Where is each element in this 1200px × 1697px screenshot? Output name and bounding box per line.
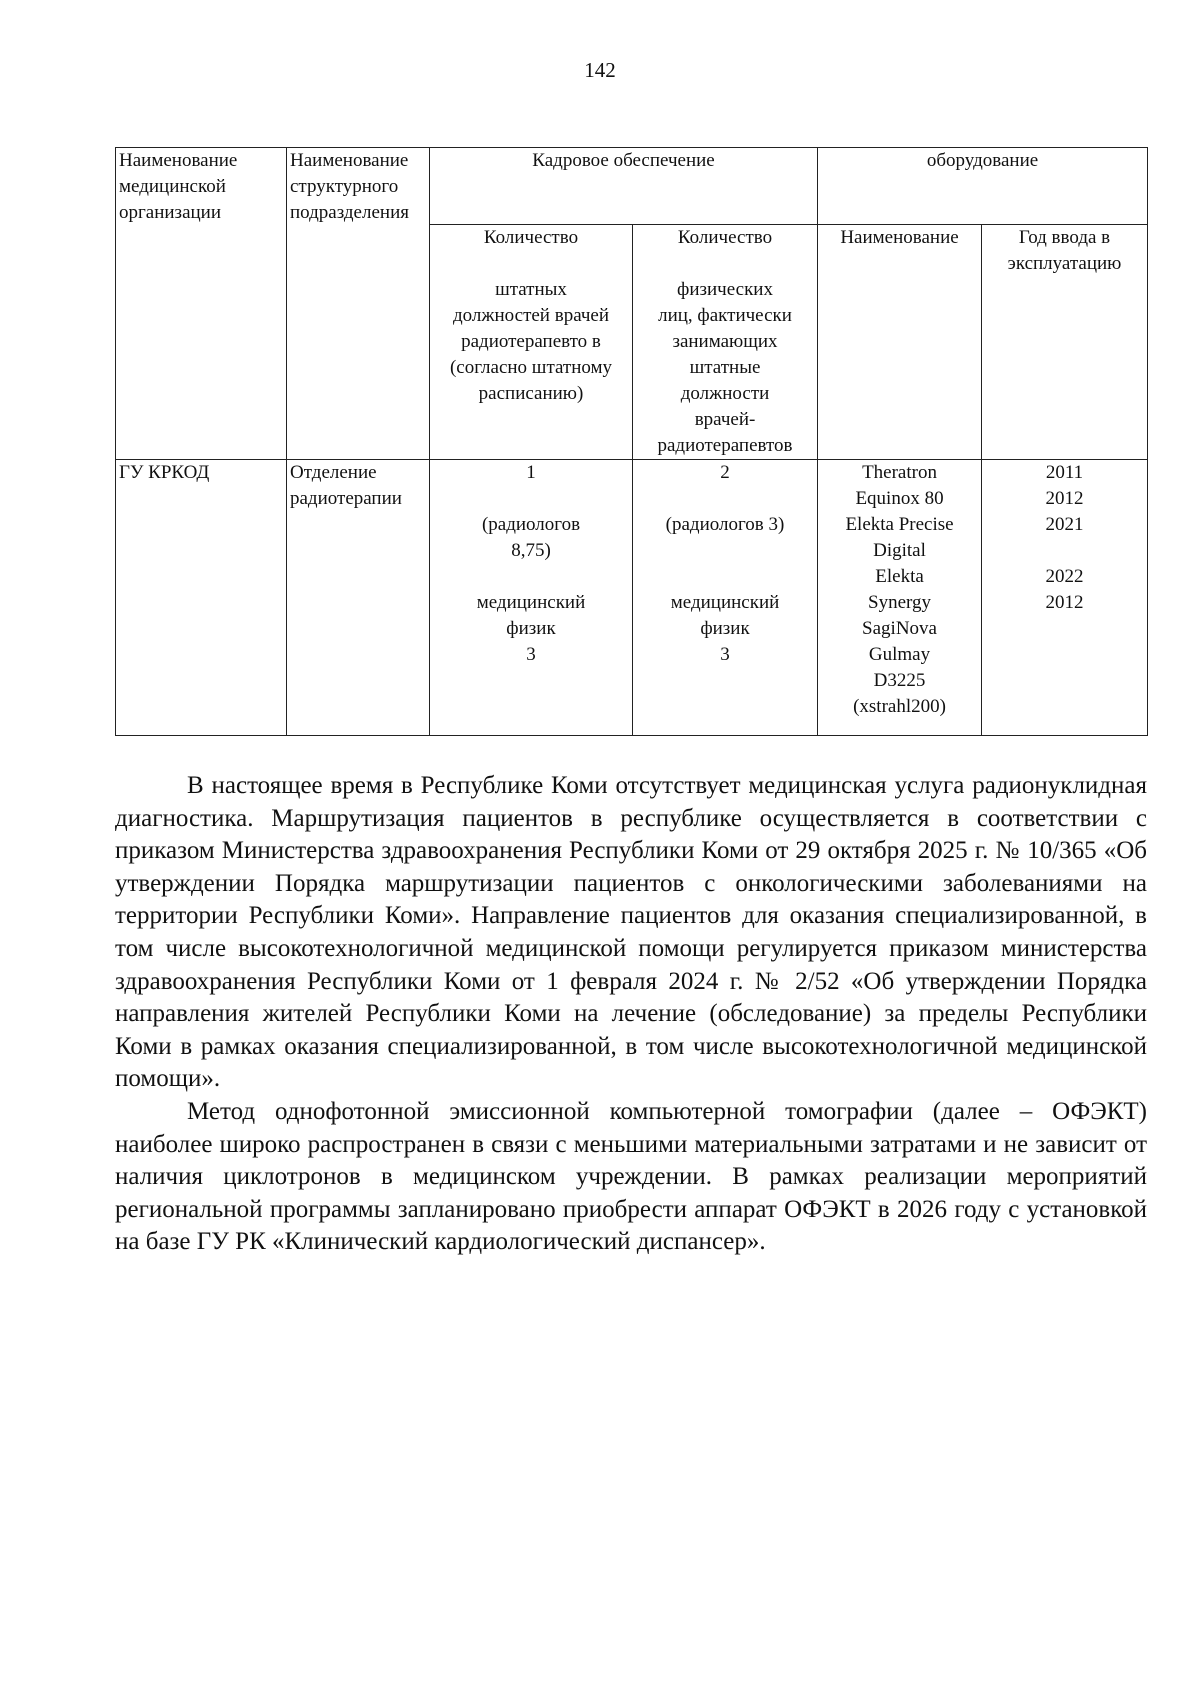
cell-line: Theratron	[862, 462, 937, 483]
cell-line: Год ввода в	[1018, 227, 1111, 248]
cell-line: штатные	[689, 357, 761, 378]
cell-line: занимающих	[672, 331, 778, 352]
cell-line: 2021	[1045, 514, 1084, 535]
cell-line: эксплуатацию	[1007, 253, 1122, 274]
cell-line: медицинский	[670, 592, 780, 613]
cell-line: Количество	[483, 227, 579, 248]
cell-positions	[430, 460, 633, 736]
cell-line: 2012	[1045, 488, 1084, 509]
cell-line: подразделения	[290, 202, 409, 223]
paragraph-1: В настоящее время в Республике Коми отсутствует медицинская услуга радионуклидная диагностика. Маршрутизация пациентов в республике осуществляется в соответствии с приказом Министерства здравоохранения Республики Коми от 29 октября 2025 г. № 10/365 «Об утверждении Порядка маршрутизации пациентов с онкологическими заболеваниями на территории Республики Коми». Направление пациентов для оказания специализированной, в том числе высокотехнологичной медицинской помощи регулируется приказом министерства здравоохранения Республики Коми от 1 февраля 2024 г. № 2/52 «Об утверждении Порядка направления жителей Республики Коми на лечение (обследование) за пределы Республики Коми в рамках оказания специализированной, в том числе высокотехнологичной медицинской помощи».	[115, 772, 1147, 1093]
header-staff-persons	[633, 225, 818, 460]
cell-line: радиотерапевтов	[657, 435, 793, 456]
cell-line: физик	[506, 618, 556, 639]
cell-line: 2012	[1045, 592, 1084, 613]
cell-line: физических	[677, 279, 773, 300]
header-staff-positions	[430, 225, 633, 460]
cell-line: Наименование	[290, 150, 409, 171]
cell-line: (радиологов	[481, 514, 581, 535]
cell-line	[985, 538, 1144, 564]
cell-line: радиотерапии	[290, 488, 402, 509]
body-text	[115, 770, 1147, 1259]
header-unit-name	[287, 148, 430, 460]
cell-line: медицинский	[476, 592, 586, 613]
cell-line	[433, 251, 629, 277]
cell-line: лиц, фактически	[658, 305, 792, 326]
cell-org: ГУ КРКОД	[116, 460, 287, 736]
header-equipment-year	[982, 225, 1148, 460]
table-header-row	[116, 148, 1148, 225]
cell-line: должностей врачей	[452, 305, 610, 326]
cell-line: Отделение	[290, 462, 377, 483]
cell-line: Gulmay	[868, 644, 931, 665]
cell-line: SagiNova	[862, 618, 937, 639]
table-row	[116, 460, 1148, 736]
cell-line: (xstrahl200)	[853, 696, 946, 717]
cell-line: 3	[720, 644, 730, 665]
cell-persons	[633, 460, 818, 736]
cell-line: структурного	[290, 176, 399, 197]
staffing-equipment-table	[115, 147, 1148, 736]
cell-line: 8,75)	[511, 540, 551, 561]
header-equipment: оборудование	[818, 148, 1148, 225]
cell-line: 2	[720, 462, 730, 483]
cell-line	[636, 486, 814, 512]
cell-line: организации	[119, 202, 222, 223]
header-staffing: Кадровое обеспечение	[430, 148, 818, 225]
header-org-name	[116, 148, 287, 460]
cell-line: D3225	[873, 670, 926, 691]
cell-line: расписанию)	[478, 383, 584, 404]
paragraph-2: Метод однофотонной эмиссионной компьютерной томографии (далее – ОФЭКТ) наиболее широко распространен в связи с меньшими материальными затратами и не зависит от наличия циклотронов в медицинском учреждении. В рамках реализации мероприятий региональной программы запланировано приобрести аппарат ОФЭКТ в 2026 году с установкой на базе ГУ РК «Клинический кардиологический диспансер».	[115, 1097, 1147, 1256]
cell-line: штатных	[495, 279, 567, 300]
cell-equipment-years	[982, 460, 1148, 736]
cell-line: Synergy	[868, 592, 931, 613]
header-equipment-name: Наименование	[818, 225, 982, 460]
cell-line	[636, 564, 814, 590]
cell-line	[636, 538, 814, 564]
cell-unit	[287, 460, 430, 736]
cell-line	[433, 564, 629, 590]
cell-line: физик	[700, 618, 750, 639]
cell-line	[636, 251, 814, 277]
cell-line: Elekta	[875, 566, 924, 587]
cell-equipment-list	[818, 460, 982, 736]
cell-line: Количество	[677, 227, 773, 248]
cell-line: 2022	[1045, 566, 1084, 587]
cell-line: должности	[680, 383, 770, 404]
cell-line: 2011	[1045, 462, 1084, 483]
cell-line: Equinox 80	[855, 488, 944, 509]
cell-line: (радиологов 3)	[665, 514, 785, 535]
cell-line: Elekta Precise	[845, 514, 954, 535]
cell-line: Digital	[873, 540, 926, 561]
cell-line: медицинской	[119, 176, 226, 197]
cell-line	[433, 486, 629, 512]
cell-line: врачей-	[694, 409, 756, 430]
page-number: 142	[584, 58, 616, 82]
cell-line: Наименование	[119, 150, 238, 171]
cell-line: радиотерапевто в	[461, 331, 601, 352]
cell-line: (согласно штатному	[449, 357, 613, 378]
cell-line: 3	[526, 644, 536, 665]
cell-line: 1	[526, 462, 536, 483]
